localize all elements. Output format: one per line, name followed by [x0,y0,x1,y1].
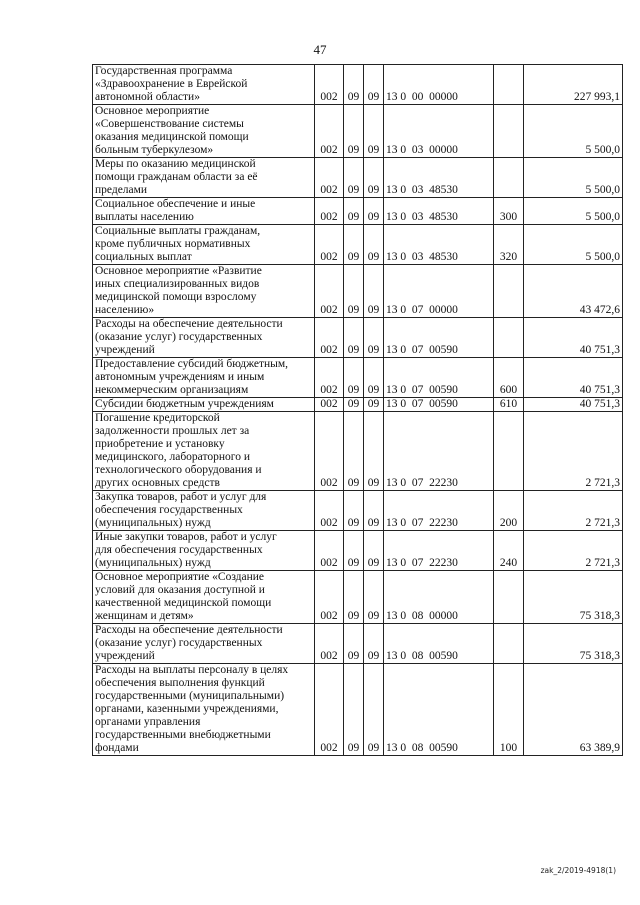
row-name-cell: Основное мероприятие «Совершенствование системы оказания медицинской помощи больным туберкулезом» [93,105,315,158]
admin-code-cell: 002 [315,491,344,531]
section-code-cell: 09 [344,198,364,225]
subsection-code-cell: 09 [364,318,384,358]
admin-code-cell: 002 [315,664,344,756]
admin-code-cell: 002 [315,358,344,398]
amount-cell: 2 721,3 [524,412,623,491]
amount-cell: 5 500,0 [524,225,623,265]
subsection-code-cell: 09 [364,398,384,412]
section-code-cell: 09 [344,318,364,358]
section-code-cell: 09 [344,412,364,491]
amount-cell: 75 318,3 [524,624,623,664]
expense-type-cell [494,65,524,105]
admin-code-cell: 002 [315,624,344,664]
table-row [93,571,623,624]
amount-cell: 43 472,6 [524,265,623,318]
admin-code-cell: 002 [315,412,344,491]
table-row [93,105,623,158]
subsection-code-cell: 09 [364,198,384,225]
row-name-cell: Закупка товаров, работ и услуг для обеспечения государственных (муниципальных) нужд [93,491,315,531]
table-row [93,398,623,412]
row-name-cell: Основное мероприятие «Создание условий для оказания доступной и качественной медицинской помощи женщинам и детям» [93,571,315,624]
page-number: 47 [313,42,327,57]
expense-type-cell [494,412,524,491]
subsection-code-cell: 09 [364,265,384,318]
subsection-code-cell: 09 [364,412,384,491]
table-row [93,624,623,664]
amount-cell: 40 751,3 [524,318,623,358]
expense-type-cell [494,265,524,318]
budget-table [92,64,623,756]
section-code-cell: 09 [344,265,364,318]
admin-code-cell: 002 [315,571,344,624]
row-name-cell: Иные закупки товаров, работ и услуг для обеспечения государственных (муниципальных) нужд [93,531,315,571]
table-row [93,412,623,491]
row-name-cell: Субсидии бюджетным учреждениям [93,398,315,412]
row-name-cell: Расходы на обеспечение деятельности (оказание услуг) государственных учреждений [93,318,315,358]
expense-type-cell: 600 [494,358,524,398]
expense-type-cell [494,318,524,358]
section-code-cell: 09 [344,225,364,265]
expense-type-cell: 240 [494,531,524,571]
program-code-cell: 13 0 07 22230 [384,491,494,531]
subsection-code-cell: 09 [364,664,384,756]
admin-code-cell: 002 [315,105,344,158]
row-name-cell: Меры по оказанию медицинской помощи гражданам области за её пределами [93,158,315,198]
section-code-cell: 09 [344,531,364,571]
program-code-cell: 13 0 08 00590 [384,624,494,664]
program-code-cell: 13 0 03 48530 [384,225,494,265]
section-code-cell: 09 [344,624,364,664]
row-name-cell: Погашение кредиторской задолженности прошлых лет за приобретение и установку медицинского, лабораторного и технологического оборудования и других основных средств [93,412,315,491]
table-row [93,491,623,531]
row-name-cell: Государственная программа «Здравоохранение в Еврейской автономной области» [93,65,315,105]
expense-type-cell: 320 [494,225,524,265]
amount-cell: 5 500,0 [524,158,623,198]
expense-type-cell: 610 [494,398,524,412]
admin-code-cell: 002 [315,65,344,105]
subsection-code-cell: 09 [364,105,384,158]
subsection-code-cell: 09 [364,571,384,624]
admin-code-cell: 002 [315,398,344,412]
expense-type-cell: 100 [494,664,524,756]
expense-type-cell: 300 [494,198,524,225]
row-name-cell: Расходы на выплаты персоналу в целях обеспечения выполнения функций государственными (муниципальными) органами, казенными учреждениями, органами управления государственными внебюджетными фондами [93,664,315,756]
subsection-code-cell: 09 [364,65,384,105]
table-row [93,225,623,265]
program-code-cell: 13 0 07 00590 [384,318,494,358]
section-code-cell: 09 [344,158,364,198]
section-code-cell: 09 [344,571,364,624]
admin-code-cell: 002 [315,198,344,225]
subsection-code-cell: 09 [364,158,384,198]
expense-type-cell [494,105,524,158]
program-code-cell: 13 0 07 00590 [384,358,494,398]
program-code-cell: 13 0 07 00590 [384,398,494,412]
amount-cell: 63 389,9 [524,664,623,756]
amount-cell: 5 500,0 [524,198,623,225]
program-code-cell: 13 0 08 00590 [384,664,494,756]
section-code-cell: 09 [344,65,364,105]
amount-cell: 2 721,3 [524,491,623,531]
admin-code-cell: 002 [315,225,344,265]
row-name-cell: Основное мероприятие «Развитие иных специализированных видов медицинской помощи взрослому населению» [93,265,315,318]
amount-cell: 40 751,3 [524,358,623,398]
row-name-cell: Социальные выплаты гражданам, кроме публичных нормативных социальных выплат [93,225,315,265]
program-code-cell: 13 0 07 22230 [384,412,494,491]
table-row [93,531,623,571]
expense-type-cell [494,158,524,198]
expense-type-cell [494,571,524,624]
section-code-cell: 09 [344,491,364,531]
admin-code-cell: 002 [315,531,344,571]
amount-cell: 5 500,0 [524,105,623,158]
row-name-cell: Предоставление субсидий бюджетным, автономным учреждениям и иным некоммерческим организациям [93,358,315,398]
table-row [93,664,623,756]
amount-cell: 75 318,3 [524,571,623,624]
table-row [93,265,623,318]
row-name-cell: Расходы на обеспечение деятельности (оказание услуг) государственных учреждений [93,624,315,664]
table-row [93,158,623,198]
admin-code-cell: 002 [315,318,344,358]
document-code: zak_2/2019-4918(1) [540,866,616,875]
table-row [93,65,623,105]
section-code-cell: 09 [344,398,364,412]
section-code-cell: 09 [344,664,364,756]
amount-cell: 40 751,3 [524,398,623,412]
section-code-cell: 09 [344,105,364,158]
table-row [93,318,623,358]
program-code-cell: 13 0 08 00000 [384,571,494,624]
expense-type-cell [494,624,524,664]
row-name-cell: Социальное обеспечение и иные выплаты населению [93,198,315,225]
subsection-code-cell: 09 [364,531,384,571]
amount-cell: 2 721,3 [524,531,623,571]
subsection-code-cell: 09 [364,624,384,664]
admin-code-cell: 002 [315,158,344,198]
program-code-cell: 13 0 03 00000 [384,105,494,158]
subsection-code-cell: 09 [364,358,384,398]
program-code-cell: 13 0 03 48530 [384,198,494,225]
section-code-cell: 09 [344,358,364,398]
admin-code-cell: 002 [315,265,344,318]
subsection-code-cell: 09 [364,491,384,531]
program-code-cell: 13 0 07 22230 [384,531,494,571]
amount-cell: 227 993,1 [524,65,623,105]
program-code-cell: 13 0 00 00000 [384,65,494,105]
table-row [93,198,623,225]
program-code-cell: 13 0 07 00000 [384,265,494,318]
program-code-cell: 13 0 03 48530 [384,158,494,198]
expense-type-cell: 200 [494,491,524,531]
subsection-code-cell: 09 [364,225,384,265]
table-row [93,358,623,398]
